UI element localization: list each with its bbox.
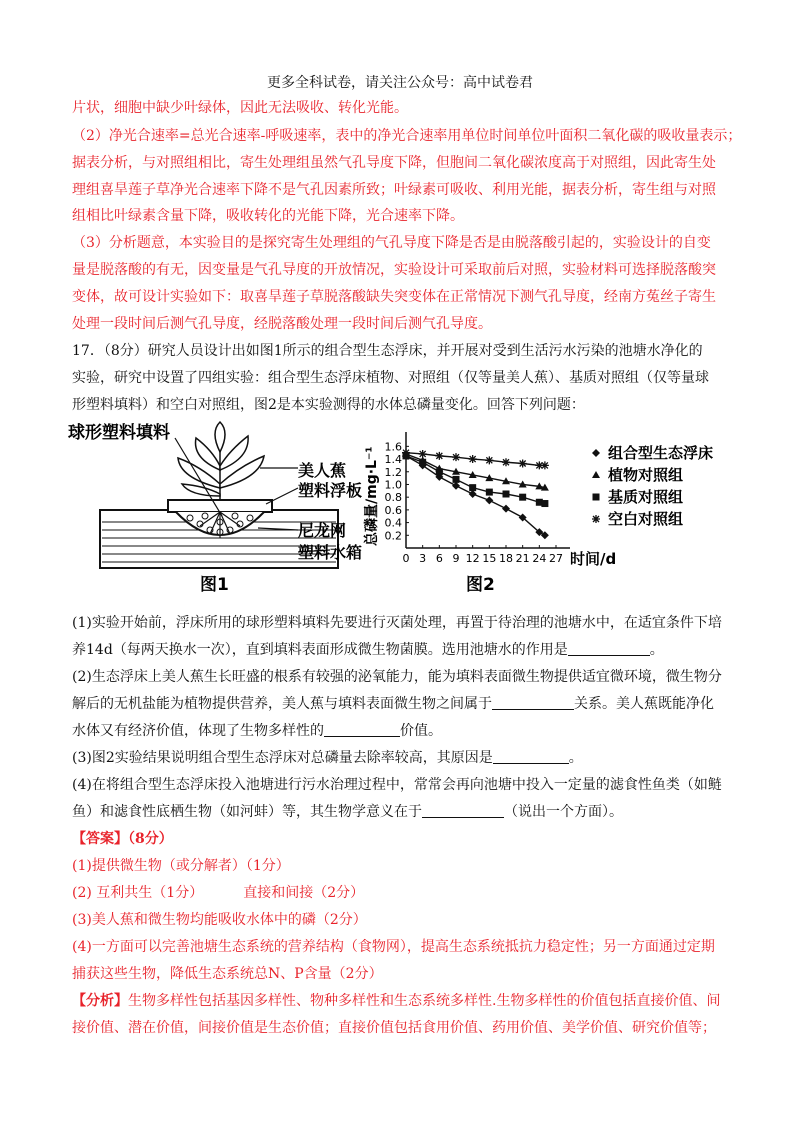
legend-label: 空白对照组	[608, 510, 684, 528]
answer-2b: 直接和间接（2分）	[243, 885, 365, 901]
answer-1: (1)提供微生物（或分解者）（1分）	[72, 858, 290, 874]
data-point	[436, 468, 443, 475]
answer-blank	[568, 641, 650, 656]
y-axis-label: 总磷量/mg·L⁻¹	[364, 446, 380, 546]
analysis-heading: 【分析】	[72, 993, 128, 1009]
y-tick-label: 0.4	[384, 516, 402, 530]
y-tick-label: 0.8	[384, 491, 402, 505]
question-2-line	[72, 721, 732, 741]
question-4-end: （说出一个方面）。	[504, 804, 623, 820]
data-point	[452, 482, 460, 490]
y-tick-label: 1.2	[384, 465, 402, 479]
x-tick-label: 0	[402, 552, 410, 565]
figure-1-diagram	[60, 418, 750, 598]
data-point	[419, 450, 427, 458]
data-point	[435, 452, 443, 460]
answer-blank	[422, 803, 504, 818]
answer-2a: (2) 互利共生（1分）	[72, 885, 204, 901]
question-1-line	[72, 640, 732, 660]
data-point	[519, 494, 526, 501]
figure-2-chart	[363, 432, 713, 595]
figure1-label-canna: 美人蕉	[298, 461, 347, 480]
y-tick-label: 1.6	[384, 440, 402, 454]
figure1-label-net: 尼龙网	[298, 521, 347, 540]
data-point	[469, 484, 476, 491]
question-4-line	[72, 802, 732, 822]
answer-4-line1: (4)一方面可以完善池塘生态系统的营养结构（食物网），提高生态系统抵抗力稳定性；另一方面通过定期	[72, 939, 715, 955]
legend-label: 组合型生态浮床	[608, 444, 714, 462]
data-point	[503, 491, 510, 498]
question-2-text2: 水体又有经济价值，体现了生物多样性的	[72, 723, 324, 739]
question-17-line: 17．（8分）研究人员设计出如图1所示的组合型生态浮床，并开展对受到生活污水污染的池塘水净化的	[72, 343, 703, 359]
analysis-line: 据表分析，与对照组相比，寄生处理组虽然气孔导度下降，但胞间二氧化碳浓度高于对照组，因此寄生处	[72, 155, 716, 171]
question-3-end: 。	[568, 750, 583, 766]
data-point	[486, 489, 493, 496]
legend-marker	[592, 471, 600, 478]
analysis-line: 变体，故可设计实验如下：取喜旱莲子草脱落酸缺失突变体在正常情况下测气孔导度，经南方菟丝子寄生	[72, 289, 716, 305]
analysis-line: 处理一段时间后测气孔导度，经脱落酸处理一段时间后测气孔导度。	[72, 316, 492, 332]
y-tick-label: 0.2	[384, 529, 402, 543]
analysis-line: （3）分析题意，本实验目的是探究寄生处理组的气孔导度下降是否是由脱落酸引起的，实验设计的自变	[72, 235, 711, 251]
question-4-text: 鱼）和滤食性底栖生物（如河蚌）等，其生物学意义在于	[72, 804, 422, 820]
analysis-line: 理组喜旱莲子草净光合速率下降不是气孔因素所致；叶绿素可吸收、利用光能，据表分析，寄生组与对照	[72, 182, 716, 198]
question-2-line: (2)生态浮床上美人蕉生长旺盛的根系有较强的泌氧能力，能为填料表面微生物提供适宜微环境，微生物分	[72, 669, 722, 685]
analysis-line: 组相比叶绿素含量下降，吸收转化的光能下降，光合速率下降。	[72, 208, 464, 224]
figure-area	[60, 418, 750, 598]
x-axis-label: 时间/d	[570, 550, 617, 568]
x-tick-label: 12	[465, 552, 480, 565]
data-point	[519, 460, 527, 468]
y-tick-label: 1.4	[384, 453, 402, 467]
figure1-label-tank: 塑料水箱	[298, 543, 363, 562]
data-point	[485, 456, 493, 464]
data-point	[402, 449, 410, 457]
data-point	[502, 505, 510, 513]
figure1-caption: 图1	[200, 575, 229, 595]
analysis-line	[72, 991, 732, 1011]
x-tick-label: 9	[452, 552, 460, 565]
legend-label: 植物对照组	[608, 466, 684, 484]
data-point	[419, 459, 426, 466]
analysis-line: 量是脱落酸的有无，因变量是气孔导度的开放情况，实验设计可采取前后对照，实验材料可选择脱落酸突	[72, 262, 716, 278]
legend-marker	[592, 449, 600, 457]
data-point	[452, 453, 460, 461]
x-tick-label: 21	[515, 552, 530, 565]
answer-blank	[324, 722, 400, 737]
question-2-line	[72, 694, 732, 714]
x-tick-label: 27	[549, 552, 563, 565]
data-point	[485, 496, 493, 504]
question-1-text: 养14d（每两天换水一次），直到填料表面形成微生物菌膜。选用池塘水的作用是	[72, 642, 568, 658]
figure2-caption: 图2	[466, 575, 495, 595]
analysis-line: 接价值、潜在价值，间接价值是生态价值；直接价值包括食用价值、药用价值、美学价值、研究价值等；	[72, 1020, 716, 1036]
answer-3: (3)美人蕉和微生物均能吸收水体中的磷（2分）	[72, 912, 367, 928]
data-point	[502, 458, 510, 466]
answer-heading: 【答案】（8分）	[72, 831, 173, 847]
question-4-line: (4)在将组合型生态浮床投入池塘进行污水治理过程中，常常会再向池塘中投入一定量的滤食性鱼类（如鲢	[72, 777, 722, 793]
answer-4-line2: 捕获这些生物，降低生态系统总N、P含量（2分）	[72, 966, 383, 982]
data-point	[469, 455, 477, 463]
answer-2	[72, 883, 732, 903]
x-tick-label: 6	[435, 552, 443, 565]
figure1-label-filler: 球形塑料填料	[68, 423, 170, 443]
data-point	[541, 500, 548, 507]
x-tick-label: 18	[499, 552, 513, 565]
question-2-end: 价值。	[400, 723, 442, 739]
legend-marker	[592, 515, 600, 523]
x-tick-label: 24	[532, 552, 547, 565]
page-header: 更多全科试卷，请关注公众号：高中试卷君	[267, 75, 533, 91]
question-17-line: 实验，研究中设置了四组实验：组合型生态浮床植物、对照组（仅等量美人蕉）、基质对照组（仅等量球	[72, 370, 709, 386]
x-tick-label: 3	[419, 552, 427, 565]
answer-blank	[492, 695, 574, 710]
analysis-line: 片状，细胞中缺少叶绿体，因此无法吸收、转化光能。	[72, 100, 408, 116]
data-point	[453, 476, 460, 483]
question-2-text: 解后的无机盐能为植物提供营养，美人蕉与填料表面微生物之间属于	[72, 696, 492, 712]
question-2-mid: 关系。美人蕉既能净化	[574, 696, 714, 712]
question-17-line: 形塑料填料）和空白对照组，图2是本实验测得的水体总磷量变化。回答下列问题：	[72, 397, 585, 413]
x-tick-label: 15	[482, 552, 497, 565]
figure1-label-float: 塑料浮板	[298, 481, 363, 500]
analysis-line: （2）净光合速率=总光合速率-呼吸速率，表中的净光合速率用单位时间单位叶面积二氧化碳的吸收量表示；	[72, 128, 742, 144]
answer-blank	[493, 749, 569, 764]
data-point	[541, 461, 549, 469]
question-1-line: (1)实验开始前，浮床所用的球形塑料填料先要进行灭菌处理，再置于待治理的池塘水中，在适宜条件下培	[72, 615, 722, 631]
analysis-text: 生物多样性包括基因多样性、物种多样性和生态系统多样性.生物多样性的价值包括直接价值、间	[128, 993, 721, 1009]
y-tick-label: 1.0	[384, 478, 402, 492]
legend-marker	[593, 494, 600, 501]
legend-label: 基质对照组	[608, 488, 684, 506]
float-board	[168, 500, 272, 512]
question-3-text: (3)图2实验结果说明组合型生态浮床对总磷量去除率较高，其原因是	[72, 750, 493, 766]
canna-plant	[178, 422, 264, 500]
question-3-line	[72, 748, 732, 768]
question-1-end: 。	[649, 642, 664, 658]
data-point	[469, 490, 477, 498]
y-tick-label: 0.6	[384, 503, 402, 517]
